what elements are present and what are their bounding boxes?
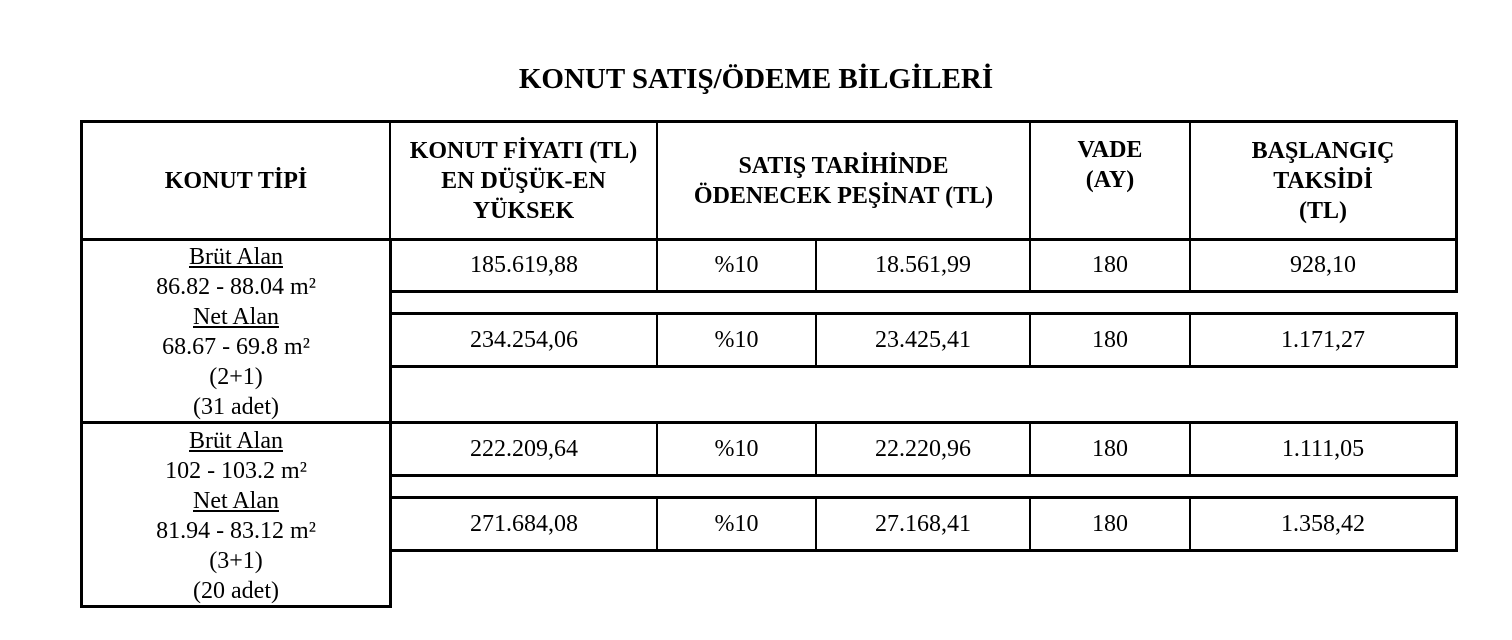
brut-alan-label: Brüt Alan	[189, 244, 283, 270]
cell-oran: %10	[714, 510, 759, 537]
type-cell-2plus1	[83, 242, 389, 422]
net-alan-label: Net Alan	[193, 304, 279, 330]
header-taksit	[1191, 123, 1455, 238]
net-alan-value: 81.94 - 83.12 m²	[156, 518, 316, 544]
cell-oran: %10	[714, 252, 759, 278]
header-fiyat-line3: YÜKSEK	[472, 197, 575, 224]
cell-taksit: 1.111,05	[1281, 435, 1365, 462]
header-konut-fiyati	[391, 123, 656, 238]
header-vade-line1: VADE	[1077, 137, 1143, 163]
header-vade-line2: (AY)	[1085, 167, 1135, 193]
room-count: (3+1)	[209, 548, 263, 574]
cell-fiyat: 222.209,64	[470, 435, 578, 462]
brut-alan-value: 102 - 103.2 m²	[165, 458, 307, 484]
table-edge	[389, 365, 392, 424]
cell-fiyat: 185.619,88	[470, 252, 578, 278]
cell-taksit: 928,10	[1290, 252, 1356, 278]
cell-taksit: 1.358,42	[1281, 510, 1365, 537]
header-pesinat-line2: ÖDENECEK PEŞİNAT (TL)	[693, 182, 994, 209]
header-pesinat-line1: SATIŞ TARİHİNDE	[738, 152, 949, 179]
cell-fiyat: 234.254,06	[470, 326, 578, 353]
cell-pesinat: 23.425,41	[875, 326, 971, 353]
cell-taksit: 1.171,27	[1281, 326, 1365, 353]
cell-fiyat: 271.684,08	[470, 510, 578, 537]
unit-count: (31 adet)	[193, 394, 279, 420]
header-taksit-line3: (TL)	[1299, 197, 1347, 224]
brut-alan-value: 86.82 - 88.04 m²	[156, 274, 316, 300]
cell-vade: 180	[1092, 510, 1128, 537]
table-edge	[389, 474, 392, 499]
header-pesinat	[658, 123, 1029, 238]
cell-oran: %10	[714, 326, 759, 353]
header-taksit-line2: TAKSİDİ	[1273, 167, 1373, 194]
header-taksit-line1: BAŞLANGIÇ	[1251, 137, 1395, 164]
header-fiyat-line2: EN DÜŞÜK-EN	[441, 167, 606, 194]
header-fiyat-line1: KONUT FİYATI (TL)	[409, 137, 638, 164]
page-title: KONUT SATIŞ/ÖDEME BİLGİLERİ	[518, 63, 994, 95]
header-konut-tipi-label: KONUT TİPİ	[164, 167, 308, 194]
header-konut-tipi	[83, 123, 389, 238]
cell-vade: 180	[1092, 326, 1128, 353]
table-edge	[389, 290, 392, 315]
unit-count: (20 adet)	[193, 578, 279, 604]
net-alan-value: 68.67 - 69.8 m²	[162, 334, 310, 360]
cell-vade: 180	[1092, 252, 1128, 278]
cell-oran: %10	[714, 435, 759, 462]
header-vade	[1031, 123, 1189, 193]
type-cell-3plus1	[83, 426, 389, 606]
net-alan-label: Net Alan	[193, 488, 279, 514]
room-count: (2+1)	[209, 364, 263, 390]
cell-pesinat: 18.561,99	[875, 252, 971, 278]
cell-pesinat: 22.220,96	[875, 435, 971, 462]
table-edge	[389, 549, 392, 608]
cell-pesinat: 27.168,41	[875, 510, 971, 537]
brut-alan-label: Brüt Alan	[189, 428, 283, 454]
cell-vade: 180	[1092, 435, 1128, 462]
